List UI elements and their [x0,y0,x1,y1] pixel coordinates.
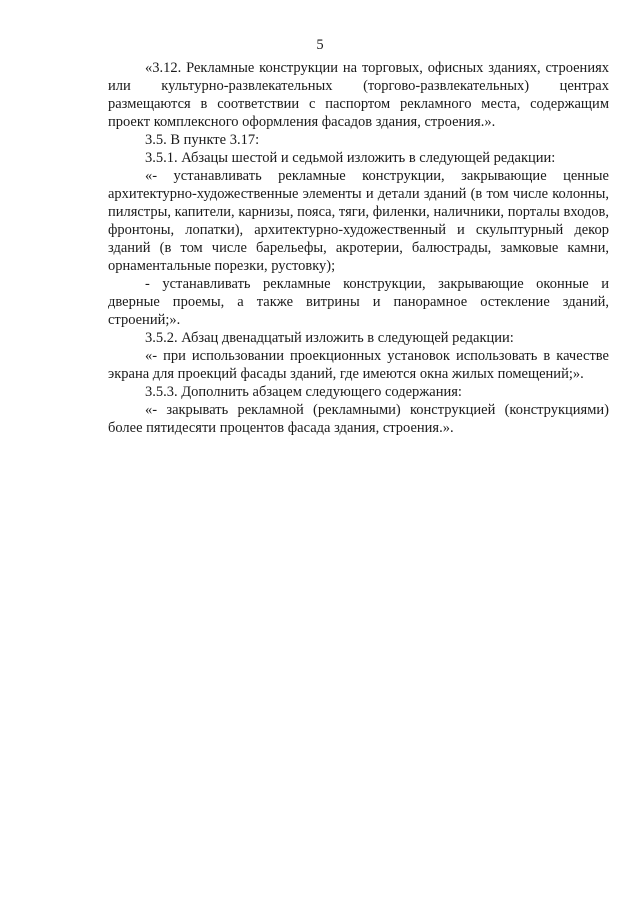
paragraph-3-5-3: 3.5.3. Дополнить абзацем следующего содержания: [145,384,462,400]
paragraph-quote-windows-doors: - устанавливать рекламные конструкции, закрывающие оконные и дверные проемы, а также витрины и панорамное остекление зданий, строений;». [108,276,609,328]
paragraph-3-12: «3.12. Рекламные конструкции на торговых, офисных зданиях, строениях или культурно-развлекательных (торгово-развлекательных) центрах размещаются в соответствии с паспортом рекламного места, содержащим проект комплексного оформления фасадов здания, строения.». [108,60,609,130]
page-number: 5 [316,37,324,53]
document-body [108,59,609,437]
paragraph-quote-projection: «- при использовании проекционных установок использовать в качестве экрана для проекций фасады зданий, где имеются окна жилых помещений;». [108,348,609,382]
paragraph-3-5-2: 3.5.2. Абзац двенадцатый изложить в следующей редакции: [145,330,514,346]
paragraph-3-5-1: 3.5.1. Абзацы шестой и седьмой изложить в следующей редакции: [145,150,556,166]
paragraph-quote-facade-coverage: «- закрывать рекламной (рекламными) конструкцией (конструкциями) более пятидесяти процентов фасада здания, строения.». [108,402,609,436]
paragraph-quote-architectural-elements: «- устанавливать рекламные конструкции, закрывающие ценные архитектурно-художественные элементы и детали зданий (в том числе колонны, пилястры, капители, карнизы, пояса, тяги, филенки, наличники, порталы входов, фронтоны, лопатки), архитектурно-художественный и скульптурный декор зданий (в том числе барельефы, акротерии, балюстрады, замковые камни, орнаментальные порезки, рустовку); [108,168,609,274]
paragraph-3-5-heading: 3.5. В пункте 3.17: [145,132,260,148]
